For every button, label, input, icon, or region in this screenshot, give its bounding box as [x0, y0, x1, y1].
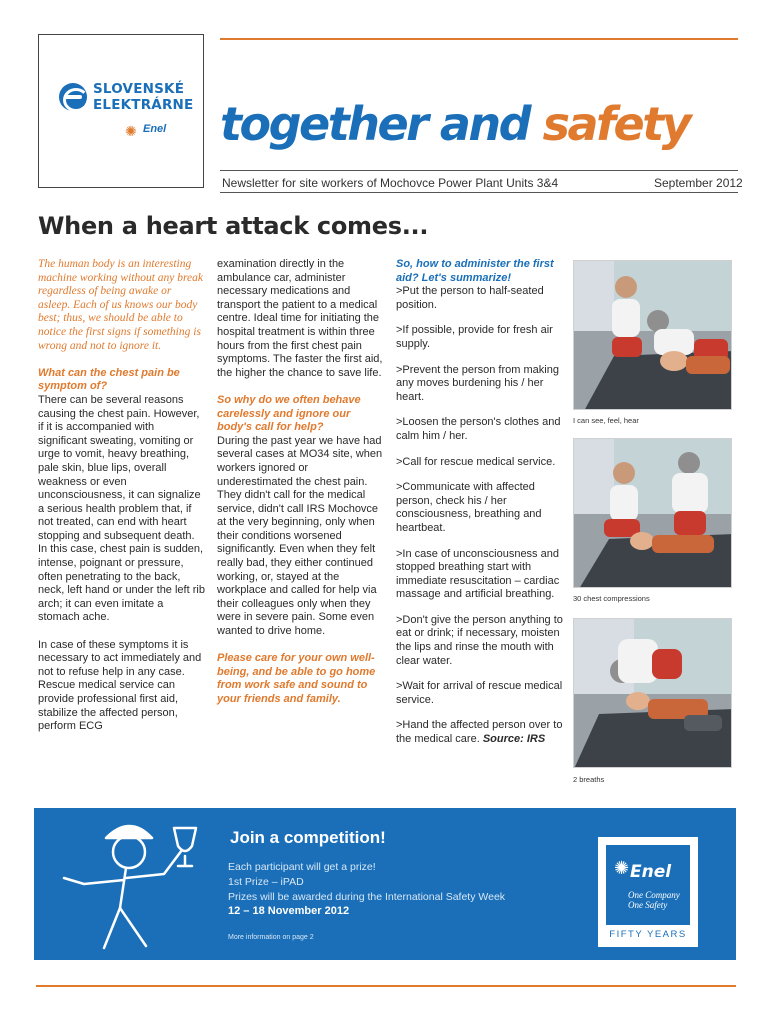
list-item: >Put the person to half-seated position. [396, 285, 544, 311]
subtitle-rule-top [220, 170, 738, 171]
masthead [220, 94, 689, 154]
caption-photo-2: 30 chest compressions [573, 594, 650, 603]
source-note: Source: IRS [482, 733, 546, 746]
intro-paragraph: The human body is an interesting machine working without any break regardless of being awake or asleep. Each of us knows our body best; thus, we should be able to notice the first signs if something is wrong and not to ignore it. [38, 258, 204, 352]
last-item-text: >Hand the affected person over to the medical care. [396, 719, 563, 746]
logo-line-2: ELEKTRÁRNE [93, 97, 194, 113]
list-item: >Don't give the person anything to eat or drink; if necessary, moisten the lips and rinse the mouth with clear water. [396, 613, 563, 667]
article-headline: When a heart attack comes... [38, 212, 429, 240]
banner-line-3: Prizes will be awarded during the International Safety Week [228, 891, 506, 903]
list-item: >Wait for arrival of rescue medical service. [396, 680, 563, 706]
enel-wordmark: Enel [630, 862, 672, 882]
top-rule [220, 38, 738, 40]
enel-sun-icon: ✺ [125, 123, 137, 139]
enel-tagline-2: One Safety [628, 900, 668, 910]
list-item: >Loosen the person's clothes and calm him / her. [396, 416, 561, 442]
enel-sun-icon: ✺ [614, 858, 630, 878]
banner-line-1: Each participant will get a prize! [228, 861, 376, 873]
slovenske-elektrarne-logo-icon [59, 83, 87, 111]
list-item: >Communicate with affected person, check his / her consciousness, breathing and heartbeat. [396, 481, 542, 534]
subtitle-rule-bottom [220, 192, 738, 193]
article-column-2 [217, 258, 385, 720]
photo-chest-compressions [573, 438, 732, 588]
logo-text [93, 81, 193, 113]
logo-sub: Enel [143, 123, 167, 135]
masthead-part-2: safety [542, 97, 690, 151]
photo-see-feel-hear [573, 260, 732, 410]
photo-two-breaths [573, 618, 732, 768]
list-item: >Call for rescue medical service. [396, 455, 556, 468]
closing-appeal: Please care for your own well-being, and be able to go home from work safe and sound to your friends and family. [217, 652, 376, 705]
article-column-1 [38, 258, 206, 747]
paragraph-symptoms-action: In case of these symptoms it is necessary to act immediately and not to refuse help in any case. Rescue medical service can provide professional first aid, stabilize the affected person, perform ECG [38, 638, 202, 733]
first-aid-photo-3 [574, 619, 732, 768]
paragraph-past-cases: During the past year we have had several cases at MO34 site, when workers ignored or underestimated the chest pain. They didn't call for the medical service, didn't call IRS Mochovce at the very beginning, only when their conditions worsened significantly. Even when they felt really bad, they either continued working, or, stayed at the workplace and called for help via their colleagues only when they were in severe pain. Some even wanted to drive home. [217, 434, 383, 638]
issue-date: September 2012 [654, 176, 743, 190]
enel-tagline-1: One Company [628, 890, 680, 900]
caption-photo-1: I can see, feel, hear [573, 416, 639, 425]
list-item: >If possible, provide for fresh air supply. [396, 324, 553, 350]
enel-tagline [628, 890, 680, 910]
enel-logo-inner [606, 845, 690, 925]
subheading-chest-pain: What can the chest pain be symptom of? [38, 366, 180, 393]
list-item-last [396, 719, 564, 746]
list-item: >Prevent the person from making any moves burdening his / her heart. [396, 363, 559, 403]
first-aid-photo-2 [574, 439, 732, 588]
banner-title: Join a competition! [230, 828, 386, 847]
article-column-3 [396, 258, 564, 759]
paragraph-chest-pain: There can be several reasons causing the chest pain. However, if it is accompanied with significant sweating, vomiting or urge to vomit, heavy breathing, pale skin, blue lips, overall weakness or even unconsciousness, it can signalize a serious health problem that, if not treated, can end with heart stopping and subsequent death. In this case, chest pain is sudden, intense, poignant or pressure, often penetrating to the back, neck, left hand or under the left rib arch; it can even imitate a stomach ache. [38, 393, 205, 624]
logo-box [38, 34, 204, 188]
subheading-first-aid: So, how to administer the first aid? Let's summarize! [396, 258, 554, 284]
caption-photo-3: 2 breaths [573, 775, 605, 784]
banner-line-2: 1st Prize – iPAD [228, 876, 304, 888]
first-aid-photo-1 [574, 261, 732, 410]
banner-more-info: More information on page 2 [228, 934, 314, 941]
newsletter-subtitle: Newsletter for site workers of Mochovce Power Plant Units 3&4 [222, 176, 559, 190]
banner-dates: 12 – 18 November 2012 [228, 905, 350, 917]
list-item: >In case of unconsciousness and stopped breathing start with immediate resuscitation – cardiac massage and artificial breathing. [396, 547, 560, 601]
fifty-years-label: FIFTY YEARS [609, 929, 687, 940]
safety-mascot-trophy-icon [34, 808, 254, 960]
subheading-careless: So why do we often behave carelessly and ignore our body's call for help? [217, 393, 361, 434]
bottom-rule [36, 985, 736, 987]
masthead-part-1: together and [220, 97, 530, 151]
logo-line-1: SLOVENSKÉ [93, 81, 185, 97]
paragraph-examination: examination directly in the ambulance car, administer necessary medications and transport the patient to a medical centre. Ideal time for initiating the hospital treatment is within three hours from the first chest pain symptoms. The faster the first aid, the higher the chance to save life. [217, 258, 383, 379]
